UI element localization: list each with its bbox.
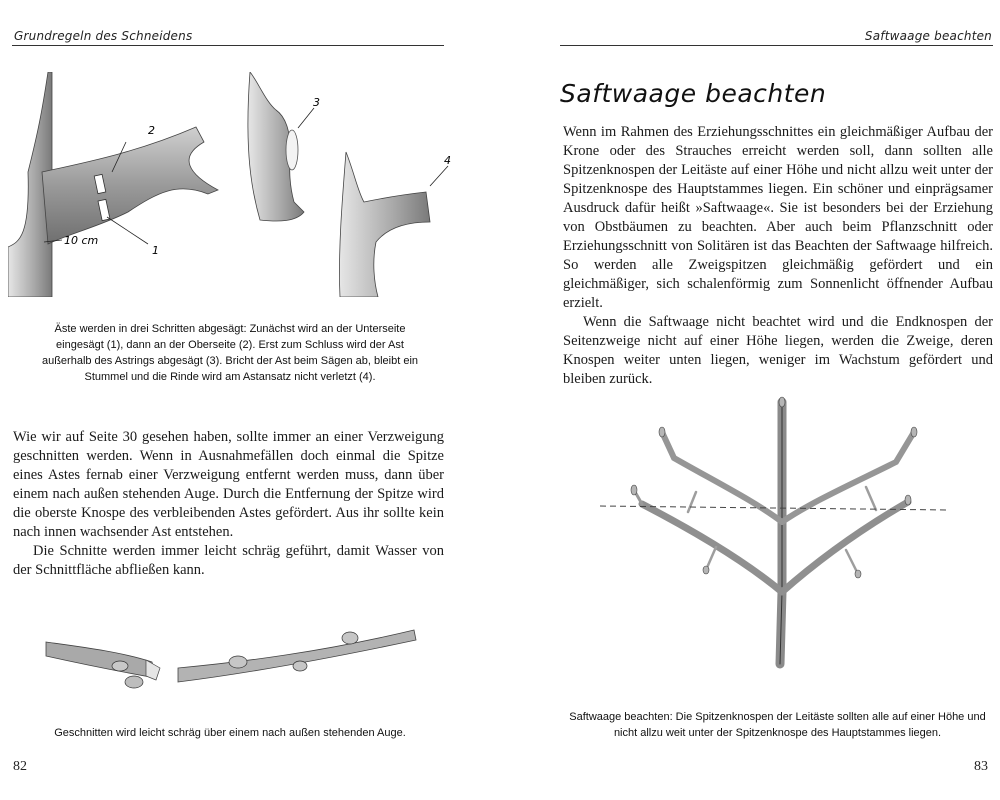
- page-number-right: 83: [974, 759, 988, 774]
- right-paragraph-1: Wenn im Rahmen des Erziehungsschnittes ein gleichmäßiger Aufbau der Krone oder des Strauches erreicht werden soll, dann sollten alle Spitzenknospen der Leitäste auf einer Höhe und nicht allzu weit unter der Spitzenknospe des Hauptstammes liegen. Ein schöner und einprägsamer Ausdruck dafür heißt »Saftwaage«. Sie ist besonders bei der Erziehung von Obstbäumen zu beachten. Aber auch beim Pflanzschnitt oder Erziehungsschnitt von Solitären ist das Beachten der Saftwaage hilfreich. So werden alle Zweigspitzen gleichmäßig gefördert und ein gleichmäßiger, sich schalenförmig zum Sonnenlicht öffnender Aufbau erzielt.: [563, 124, 993, 311]
- label-3: 3: [313, 96, 320, 109]
- left-paragraph-2: Die Schnitte werden immer leicht schräg geführt, damit Wasser von der Schnittfläche abfließen kann.: [13, 543, 444, 578]
- caption-saftwaage: Saftwaage beachten: Die Spitzenknospen der Leitäste sollten alle auf einer Höhe und nicht allzu weit unter der Spitzenknospe des Hauptstammes liegen.: [569, 711, 986, 739]
- running-header-right: Saftwaage beachten: [864, 29, 992, 43]
- header-rule-left: [12, 45, 444, 46]
- twig-cut-illustration: [42, 622, 422, 697]
- left-paragraph-1: Wie wir auf Seite 30 gesehen haben, sollte immer an einer Verzweigung geschnitten werden. Wenn in Ausnahmefällen doch einmal die Spitze eines Astes fernab einer Verzweigung entfernt werden muss, dann über einem nach außen stehenden Auge. Durch die Entfernung der Spitze wird die oberste Knospe des verbleibenden Astes gefördert. Aus ihr sollte kein nach innen wachsender Ast entstehen.: [13, 429, 444, 540]
- right-paragraph-2: Wenn die Saftwaage nicht beachtet wird und die Endknospen der Seitenzweige nicht auf einer Höhe liegen, werden die Zweige, deren Knospen weiter unten liegen, weniger im Wachstum gefördert und bleiben zurück.: [563, 314, 993, 387]
- caption-twig: Geschnitten wird leicht schräg über einem nach außen stehenden Auge.: [54, 727, 406, 739]
- running-header-left: Grundregeln des Schneidens: [14, 29, 193, 43]
- branch-sawing-illustration: [8, 72, 468, 297]
- saftwaage-tree-illustration: [596, 392, 956, 672]
- label-2: 2: [148, 124, 155, 137]
- caption-sawing: Äste werden in drei Schritten abgesägt: Zunächst wird an der Unterseite eingesägt (1), dann an der Oberseite (2). Erst zum Schluss wird der Ast außerhalb des Astrings abgesägt (3). Bricht der Ast beim Sägen ab, bleibt ein Stummel und die Rinde wird am Astansatz nicht verletzt (4).: [41, 323, 419, 383]
- section-title: Saftwaage beachten: [560, 79, 827, 108]
- header-rule-right: [560, 45, 993, 46]
- tree-figure: [634, 402, 914, 664]
- cut-twig-right: [178, 630, 416, 682]
- label-1: 1: [152, 244, 159, 257]
- right-body-text: [563, 123, 993, 389]
- trunk-collar-cut-figure: [248, 72, 320, 221]
- page-number-left: 82: [13, 759, 27, 774]
- cut-twig-left: [46, 642, 160, 688]
- left-body-text: [13, 428, 444, 580]
- label-10cm: 10 cm: [64, 234, 99, 247]
- trunk-stub-figure: [339, 152, 451, 297]
- label-4: 4: [444, 154, 451, 167]
- trunk-with-branch-figure: [8, 72, 218, 297]
- tree-buds: [631, 397, 917, 578]
